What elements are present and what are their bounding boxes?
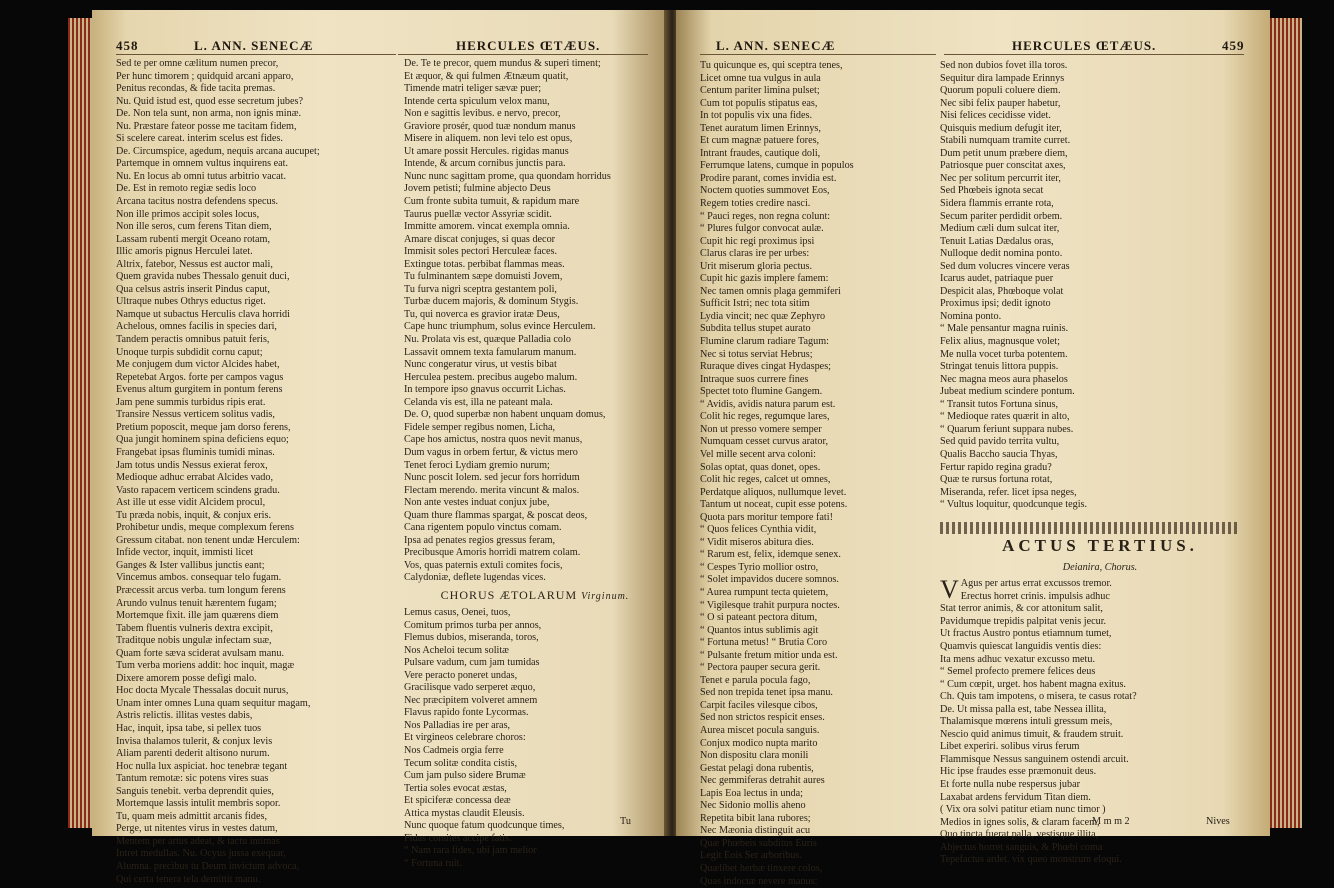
verse-line: Colit hic reges, regumque lares, — [700, 411, 830, 423]
verse-line: Despicit alas, Phœboque volat — [940, 285, 1064, 297]
verse-line: Præcessit arcus verba. tum longum ferens — [116, 584, 286, 596]
verse-line: Penitus recondas, & fide tacita premas. — [116, 83, 276, 95]
verse-line: Vasto rapacem verticem scindens gradu. — [116, 484, 280, 496]
verse-line: Timende matri teliger sævæ puer; — [404, 83, 542, 95]
verse-line: Intret medullas. Nu. Ocyus jussa exequar, — [116, 848, 286, 860]
verse-line: Amare discat conjuges, si quas decor — [404, 233, 556, 245]
verse-line: Nunc nunc sagittam prome, qua quondam horridus — [404, 170, 611, 182]
verse-line: Prodire parant, comes invidia est. — [700, 172, 837, 184]
left-header-title: HERCULES ŒTÆUS. — [456, 38, 601, 53]
verse-line: Sed dum volucres vincere veras — [940, 260, 1070, 272]
verse-line: Quas indoctæ nevere manus: — [700, 875, 818, 887]
verse-line: Pavidumque trepidis palpitat venis jecur. — [940, 615, 1107, 627]
verse-line: Unoque turpis subdidit cornu caput; — [116, 346, 263, 358]
verse-line: Sed non strictos respicit enses. — [700, 712, 825, 724]
verse-line: Stabili numquam tramite curret. — [940, 135, 1071, 147]
verse-line: Invisa thalamos tulerit, & conjux levis — [116, 735, 273, 747]
verse-line: Nomina ponto. — [940, 310, 1002, 322]
verse-line: Nec tamen omnis plaga gemmiferi — [700, 285, 841, 297]
verse-line: Sufficit Istri; nec tota sitim — [700, 298, 810, 310]
verse-line: Nunc quoque fatum quodcunque times, — [404, 820, 565, 832]
verse-line: Tenet auratum limen Erinnys, — [700, 122, 821, 134]
verse-line: Namque ut subactus Herculis clava horridi — [116, 308, 290, 320]
verse-line: Ferrumque latens, cumque in populos — [700, 160, 854, 172]
verse-line: Tabem fluentis vulneris dextra excipit, — [116, 622, 273, 634]
verse-line: Quo tincta fuerat palla, vestisque illita, — [940, 829, 1099, 841]
verse-line: Nec gemmiferas detrahit aures — [700, 775, 825, 787]
verse-line: “ Fortuna ruit. — [404, 857, 463, 869]
chorus-heading — [404, 589, 666, 603]
verse-line: Et spiciferæ concessa deæ — [404, 795, 511, 807]
verse-line: Nec si totus serviat Hebrus; — [700, 348, 813, 360]
verse-line: Me nulla vocet turba potentem. — [940, 348, 1068, 360]
verse-line: Mentem per artus adeat, & tactu intimas — [116, 835, 280, 847]
verse-line: “ Fortuna metus! “ Brutia Coro — [700, 637, 828, 649]
verse-line: Aurea miscet pocula sanguis. — [700, 724, 820, 736]
verse-line: Immitte amorem. vincat exempla omnia. — [404, 221, 570, 233]
verse-line: In tempore ipso gnavus occurrit Lichas. — [404, 384, 566, 396]
ornament-band — [940, 522, 1240, 535]
verse-line: Fidas comites accipe fatis. — [404, 832, 512, 844]
verse-line: Graviore prosér, quod tuæ nondum manus — [404, 120, 576, 132]
verse-line: Lapis Eoa lectus in unda; — [700, 787, 803, 799]
verse-line: Ch. Quis tam impotens, o misera, te casus rotat? — [940, 691, 1137, 703]
verse-line: Tum verba moriens addit: hoc inquit, magæ — [116, 660, 295, 672]
verse-line: Jam totus undis Nessus exierat ferox, — [116, 459, 268, 471]
verse-line: Tu, qui noverca es gravior iratæ Deus, — [404, 308, 560, 320]
verse-line: Ruraque dives cingat Hydaspes; — [700, 361, 831, 373]
verse-line: Cana rigentem populo vinctus comam. — [404, 522, 562, 534]
verse-line: Libet experiri. solibus virus ferum — [940, 741, 1080, 753]
verse-line: Misere in aliquem. non levi telo est opus, — [404, 133, 573, 145]
signature-mark: M m m 2 — [1092, 816, 1130, 827]
verse-line: Miseranda, refer. licet ipsa neges, — [940, 486, 1077, 498]
verse-line: Lassam rubenti mergit Oceano rotam, — [116, 233, 270, 245]
left-header-author: L. ANN. SENECÆ — [194, 38, 314, 53]
verse-line: Repetita bibit lana rubores; — [700, 812, 811, 824]
left-page — [92, 10, 670, 885]
verse-line: Herculea pestem. precibus augebo malum. — [404, 371, 578, 383]
verse-line: Nu. Quid istud est, quod esse secretum jubes? — [116, 95, 304, 107]
verse-line: Tandem peractis omnibus patuit feris, — [116, 334, 270, 346]
verse-line: Nec per solitum percurrit iter, — [940, 172, 1061, 184]
verse-line: Urit miserum gloria pectus. — [700, 260, 813, 272]
verse-line: Conjux modico nupta marito — [700, 737, 818, 749]
verse-line: Quam forte sæva sciderat avulsam manu. — [116, 647, 285, 659]
verse-line: Nec Mæonia distinguit acu — [700, 825, 811, 837]
verse-line: Gressum citabat. non tenent undæ Herculem: — [116, 534, 300, 546]
verse-line: Altrix, fatebor, Nessus est auctor mali, — [116, 258, 273, 270]
verse-line: Quamvis quiescat languidis ventis dies: — [940, 640, 1102, 652]
verse-line: Medios in ignes solis, & claram facem, — [940, 816, 1100, 828]
verse-line: Calydoniæ, deflete lugendas vices. — [404, 572, 546, 584]
verse-line: Solas optat, quas donet, opes. — [700, 461, 821, 473]
verse-line: Frangebat ipsas fluminis tumidi minas. — [116, 446, 275, 458]
verse-line: “ Semel profecto premere felices deus — [940, 666, 1096, 678]
verse-line: Tenet feroci Lydiam gremio nurum; — [404, 459, 550, 471]
verse-line: Clarus claras ire per urbes: — [700, 248, 810, 260]
verse-line: Tu quicunque es, qui sceptra tenes, — [700, 60, 843, 71]
verse-line: Me conjugem dum victor Alcides habet, — [116, 359, 280, 371]
verse-line: Vere peracto poneret undas, — [404, 669, 518, 681]
verse-line: De. Te te precor, quem mundus & superi timent; — [404, 58, 601, 69]
verse-line: Quælibet herbæ tinxere colos, — [700, 863, 823, 874]
verse-line: “ Plures fulgor convocat aulæ. — [700, 223, 824, 235]
chorus-subtitle: Virginum. — [581, 590, 630, 602]
verse-line: Tu, quam meis admittit arcanis fides, — [116, 810, 268, 822]
verse-line: Intrant fraudes, cautique doli, — [700, 147, 821, 159]
verse-line: Vincemus ambos. consequar telo fugam. — [116, 572, 282, 584]
verse-line: Pretium poposcit, meque jam dorso ferens, — [116, 421, 291, 433]
chorus-verses — [404, 607, 666, 870]
verse-line: Nos Acheloi tecum solitæ — [404, 644, 509, 656]
verse-line: Turbæ ducem majoris, & dominum Stygis. — [404, 296, 579, 308]
verse-line: Ganges & Ister vallibus junctis eant; — [116, 559, 265, 571]
verse-line: Cum tot populis stipatus eas, — [700, 97, 818, 109]
verse-line: Flammisque Nessus sanguinem ostendi arcuit. — [940, 753, 1129, 765]
verse-line: Non ille primos accipit soles locus, — [116, 208, 260, 220]
verse-line: “ Nam rara fides, ubi jam melior — [404, 845, 537, 857]
verse-line: Dum petit unum præbere diem, — [940, 147, 1068, 159]
verse-line: “ Transit tutos Fortuna sinus, — [940, 398, 1059, 410]
verse-line: “ Vidit miseros abitura dies. — [700, 536, 814, 548]
verse-line: Illic amoris pignus Herculei latet. — [116, 246, 253, 258]
verse-line: Alumna. precibus tu Deum invictum advoca, — [116, 861, 300, 872]
right-catchword: Nives — [1206, 816, 1230, 827]
verse-line: Tu fulminantem sæpe domuisti Jovem, — [404, 271, 563, 283]
verse-line: Sed quid pavido territa vultu, — [940, 436, 1060, 448]
verse-line: Non ille seros, cum ferens Titan diem, — [116, 221, 272, 233]
verse-line: De. Circumspice, agedum, nequis arcana aucupet; — [116, 145, 320, 157]
verse-line: Nunc poscit Iolem. sed jecur fors horridum — [404, 472, 580, 484]
verse-line: Flemus dubios, miseranda, toros, — [404, 632, 539, 644]
verse-line: Astris relictis. illitas vestes dabis, — [116, 710, 253, 722]
verse-line: Immisit soles pectori Herculeæ faces. — [404, 246, 558, 258]
verse-line: In tot populis vix una fides. — [700, 110, 813, 122]
verse-line: “ Quantos intus sublimis agit — [700, 624, 819, 636]
verse-line: Flavus rapido fonte Lycormas. — [404, 707, 529, 719]
right-header-rule-1 — [700, 54, 936, 55]
verse-line: Gestat pelagi dona rubentis, — [700, 762, 814, 774]
verse-line: Mortemque lassis intulit membris sopor. — [116, 798, 281, 810]
right-header-rule-2 — [944, 54, 1244, 55]
verse-line: Ipsa ad penates regios gressus feram, — [404, 534, 556, 546]
verse-line: Quæ Phœbeis subditus Euris — [700, 837, 817, 849]
verse-line: Evenus altum gurgitem in pontum ferens — [116, 384, 283, 396]
right-page-edges — [1268, 18, 1302, 828]
verse-line: Nos Cadmeis orgia ferre — [404, 744, 504, 756]
verse-line: Comitum primos turba per annos, — [404, 619, 542, 631]
verse-line: Cupit hic regi proximus ipsi — [700, 235, 815, 247]
verse-line: Qua jungit hominem spina deficiens equo; — [116, 434, 289, 446]
verse-line: Icarus audet, patriaque puer — [940, 273, 1054, 285]
act-title: ACTUS TERTIUS. — [1002, 536, 1198, 556]
verse-line: Laxabat ardens fervidum Titan diem. — [940, 791, 1091, 803]
verse-line: Hoc nulla lux aspiciat. hoc tenebræ tegant — [116, 760, 288, 772]
drop-cap: V — [940, 575, 959, 605]
verse-line: Fidele semper regibus nomen, Licha, — [404, 421, 556, 433]
verse-line: Precibusque Amoris horridi matrem colam. — [404, 547, 581, 559]
verse-line: Tepefactus ardet. vix queo monstrum eloqui. — [940, 854, 1122, 866]
verse-line: Attica mystas claudit Eleusis. — [404, 807, 525, 819]
verse-line: Nu. Præstare fateor posse me tacitam fidem, — [116, 120, 297, 132]
verse-line: Arundo vulnus tenuit hærentem fugam; — [116, 597, 277, 609]
verse-line: De. Est in remoto regiæ sedis loco — [116, 183, 257, 195]
verse-line: Numquam cesset curvus arator, — [700, 436, 829, 448]
verse-line: Celanda vis est, illa ne pateant mala. — [404, 396, 553, 408]
verse-line: “ Aurea rumpunt tecta quietem, — [700, 586, 829, 598]
verse-line: Ast ille ut esse vidit Alcidem procul, — [116, 497, 266, 509]
verse-line: Tertia soles evocat æstas, — [404, 782, 507, 794]
verse-line: Et æquor, & qui fulmen Ætnæum quatit, — [404, 70, 569, 82]
verse-line: Quota pars moritur tempore fati! — [700, 511, 833, 523]
verse-line: Sed non trepida tenet ipsa manu. — [700, 687, 833, 699]
verse-line: Jam pene summis turbidus ripis erat. — [116, 396, 266, 408]
verse-line: Colit hic reges, calcet ut omnes, — [700, 474, 831, 486]
left-catchword: Tu — [620, 816, 631, 827]
verse-line: Lassavit omnem texta famularum manum. — [404, 346, 577, 358]
verse-line: Traditque nobis ungulæ infectam suæ, — [116, 635, 272, 647]
left-page-edges — [68, 18, 94, 828]
verse-line: Cupit hic gazis implere famem: — [700, 273, 829, 285]
verse-line: De. Ut missa palla est, tabe Nessea illita, — [940, 703, 1107, 715]
verse-line: Nescio quid animus timuit, & fraudem struit. — [940, 728, 1124, 740]
verse-line: Qualis Baccho saucia Thyas, — [940, 448, 1058, 460]
verse-line: “ Solet impavidos ducere somnos. — [700, 574, 839, 586]
verse-line: Noctem quoties summovet Eos, — [700, 185, 830, 197]
verse-line: Lydia vincit; nec quæ Zephyro — [700, 310, 826, 322]
right-column-1 — [700, 60, 936, 887]
verse-line: Aliam parenti dederit altisono nurum. — [116, 748, 270, 760]
verse-line: Felix alius, magnusque volet; — [940, 336, 1060, 348]
verse-line: De. O, quod superbæ non habent unquam domus, — [404, 409, 606, 421]
verse-line: Sidera flammis errante rota, — [940, 198, 1054, 210]
verse-line: Intende certa spiculum velox manu, — [404, 95, 550, 107]
verse-line: Intende, & arcum cornibus junctis para. — [404, 158, 566, 170]
verse-line: Quorum populi coluere diem. — [940, 85, 1061, 97]
left-column-1 — [116, 58, 396, 885]
verse-line: Fertur rapido regina gradu? — [940, 461, 1052, 473]
verse-line: Carpit faciles vilesque cibos, — [700, 699, 818, 711]
verse-line: Transire Nessus verticem solitus vadis, — [116, 409, 275, 421]
verse-line: “ Quos felices Cynthia vidit, — [700, 524, 817, 536]
verse-line: Et forte nulla nube respersus jubar — [940, 778, 1081, 790]
left-header-rule-2 — [398, 54, 648, 55]
verse-line: Per hunc timorem ; quidquid arcani apparo, — [116, 70, 294, 82]
verse-line: Tantum ut noceat, cupit esse potens. — [700, 499, 848, 511]
verse-line: Nisi felices cecidisse videt. — [940, 110, 1051, 122]
verse-line: Agus per artus errat excussos tremor. — [960, 578, 1112, 590]
verse-line: Nulloque dedit nomina ponto. — [940, 248, 1063, 260]
verse-line: Nec magna meos aura phaselos — [940, 373, 1068, 385]
verse-line: Medium cæli dum sulcat iter, — [940, 223, 1060, 235]
verse-line: “ Male pensantur magna ruinis. — [940, 323, 1069, 335]
verse-line: Hoc docta Mycale Thessalas docuit nurus, — [116, 685, 289, 697]
verse-line: Qua celsus astris inserit Pindus caput, — [116, 283, 270, 295]
verse-line: Nu. En locus ab omni tutus arbitrio vacat. — [116, 170, 287, 182]
right-page-number: 459 — [1222, 38, 1245, 53]
verse-line: Medioque adhuc errabat Alcides vado, — [116, 472, 274, 484]
verse-line: Legit Eois Ser arboribus. — [700, 850, 802, 862]
verse-line: Sed te per omne cælitum numen precor, — [116, 58, 279, 69]
verse-line: Thalamisque mœrens intuli gressum meis, — [940, 716, 1113, 728]
verse-line: Vos, quas paternis extuli comites focis, — [404, 559, 563, 571]
verse-line: Spectet toto flumine Gangem. — [700, 386, 823, 398]
verse-line: Proximus ipsi; dedit ignoto — [940, 298, 1051, 310]
verse-line: Jubeat medium scindere pontum. — [940, 386, 1075, 398]
verse-line: Tenet e parula pocula fago, — [700, 674, 811, 686]
verse-line: Non dispositu clara monili — [700, 750, 809, 762]
verse-line: Infide vector, inquit, immisti licet — [116, 547, 254, 559]
verse-line: Intraque suos currere fines — [700, 373, 809, 385]
verse-line: “ Cum cœpit, urget. hos habent magna exitus. — [940, 678, 1126, 690]
verse-line: Extingue totas. perbibat flammas meas. — [404, 258, 565, 270]
left-header-rule-1 — [116, 54, 396, 55]
right-header-title: HERCULES ŒTÆUS. — [1012, 38, 1157, 53]
verse-line: Et virgineos celebrare choros: — [404, 732, 526, 744]
left-column-2-verses — [404, 58, 666, 585]
verse-line: Non e sagittis levibus. e nervo, precor, — [404, 108, 561, 120]
verse-line: Qui certa tenera tela demittit manu. — [116, 873, 261, 885]
verse-line: Nec sibi felix pauper habetur, — [940, 97, 1061, 109]
verse-line: “ Cespes Tyrio mollior ostro, — [700, 561, 819, 573]
verse-line: Secum pariter perdidit orbem. — [940, 210, 1063, 222]
chorus-title: CHORUS ÆTOLARUM — [440, 587, 578, 602]
verse-line: Gracilisque vado serperet æquo, — [404, 682, 536, 694]
verse-line: Abjectus horret sanguis, & Phœbi coma — [940, 841, 1103, 853]
verse-line: “ Pectora pauper secura gerit. — [700, 662, 821, 674]
verse-line: Perge, ut nitentes virus in vestes datum, — [116, 823, 278, 835]
verse-line: Tantum remotæ: sic potens vires suas — [116, 773, 269, 785]
verse-line: Lemus casus, Oenei, tuos, — [404, 606, 511, 618]
right-page — [676, 10, 1270, 887]
verse-line: Tecum solitæ condita cistis, — [404, 757, 518, 769]
verse-line: Ita mens adhuc vexatur excusso metu. — [940, 653, 1096, 665]
verse-line: Nec præcipitem volveret amnem — [404, 694, 538, 706]
verse-line: Cum jam pulso sidere Brumæ — [404, 770, 526, 782]
verse-line: “ Rarum est, felix, idemque senex. — [700, 549, 841, 561]
verse-line: Hac, inquit, ipsa tabe, si pellex tuos — [116, 722, 262, 734]
verse-line: Et cum magnæ patuere fores, — [700, 135, 820, 147]
verse-line: Si scelere careat. interim scelus est fides. — [116, 133, 283, 145]
verse-line: Dum vagus in orbem fertur, & victus mero — [404, 446, 578, 458]
verse-line: “ Pulsante fretum mitior unda est. — [700, 649, 838, 661]
verse-line: Centum pariter limina pulset; — [700, 85, 820, 97]
verse-line: “ O si pateant pectora ditum, — [700, 612, 818, 624]
verse-line: Cape hos amictus, nostra quos nevit manus, — [404, 434, 583, 446]
verse-line: Erectus horret crinis. impulsis adhuc — [960, 590, 1110, 602]
verse-line: Non ut presso vomere semper — [700, 423, 822, 435]
verse-line: Jovem petisti; fulmine abjecto Deus — [404, 183, 551, 195]
verse-line: Cum fronte subita tumuit, & rapidum mare — [404, 196, 580, 208]
verse-line: Tu præda nobis, inquit, & conjux eris. — [116, 509, 271, 521]
verse-line: Cape hunc triumphum, solus evince Herculem. — [404, 321, 596, 333]
verse-line: “ Vultus loquitur, quodcunque tegis. — [940, 499, 1088, 511]
verse-line: Perdatque aliquos, nullumque levet. — [700, 486, 847, 498]
verse-line: ( Vix ora solvi patitur etiam nunc timor ) — [940, 804, 1106, 816]
right-column-2-verses — [940, 60, 1260, 512]
verse-line: Nunc congeratur virus, ut vestis bibat — [404, 359, 557, 371]
verse-line: Quisquis medium defugit iter, — [940, 122, 1062, 134]
left-page-number: 458 — [116, 38, 139, 53]
verse-line: Ut amare possit Hercules. rigidas manus — [404, 145, 569, 157]
right-header-author: L. ANN. SENECÆ — [716, 38, 836, 53]
verse-line: Pulsare vadum, cum jam tumidas — [404, 657, 540, 669]
verse-line: “ Pauci reges, non regna colunt: — [700, 210, 831, 222]
verse-line: Patriosque puer conscitat axes, — [940, 160, 1066, 172]
verse-line: Vel mille secent arva coloni: — [700, 448, 816, 460]
verse-line: Sed Phœbeis ignota secat — [940, 185, 1044, 197]
verse-line: Stat terror animis, & cor attonitum salit, — [940, 603, 1103, 615]
verse-line: Ultraque nubes Othrys eductus riget. — [116, 296, 266, 308]
verse-line: Quam thure flammas spargat, & poscat deos, — [404, 509, 588, 521]
verse-line: Regem toties credire nasci. — [700, 198, 811, 210]
verse-line: Unam inter omnes Luna quam sequitur magam, — [116, 697, 311, 709]
verse-line: Subdita tellus stupet aurato — [700, 323, 811, 335]
verse-line: Sed non dubios fovet illa toros. — [940, 60, 1068, 71]
verse-line: Prohibetur undis, meque complexum ferens — [116, 522, 294, 534]
verse-line: “ Vigilesque trahit purpura noctes. — [700, 599, 840, 611]
verse-line: Arcana tacitus nostra defendens specus. — [116, 196, 279, 208]
verse-line: “ Medioque rates quærit in alto, — [940, 411, 1070, 423]
verse-line: Quem gravida nubes Thessalo genuit duci, — [116, 271, 290, 283]
act-subtitle: Deianira, Chorus. — [1062, 562, 1138, 574]
verse-line: Tu furva nigri sceptra gestantem poli, — [404, 283, 557, 295]
verse-line: “ Quarum feriunt suppara nubes. — [940, 423, 1074, 435]
left-column-2 — [404, 58, 666, 869]
verse-line: Achelous, omnes facilis in species dari, — [116, 321, 277, 333]
right-column-2 — [940, 60, 1260, 866]
verse-line: Tenuit Latias Dædalus oras, — [940, 235, 1054, 247]
verse-line: Ut fractus Austro pontus etiamnum tumet, — [940, 628, 1112, 640]
verse-line: Nu. Prolata vis est, quæque Palladia colo — [404, 334, 571, 346]
verse-line: Stringat tenuis littora puppis. — [940, 361, 1059, 373]
verse-line: Mortemque fixit. ille jam quærens diem — [116, 610, 279, 622]
verse-line: Flectam merendo. merita vincunt & malos. — [404, 484, 580, 496]
verse-line: “ Avidis, avidis natura parum est. — [700, 398, 836, 410]
verse-line: Quæ te rursus fortuna rotat, — [940, 474, 1053, 486]
verse-line: Flumine clarum radiare Tagum: — [700, 336, 829, 348]
verse-line: Dixere amorem posse defigi malo. — [116, 672, 257, 684]
verse-line: Partemque in omnem vultus inquirens eat. — [116, 158, 289, 170]
verse-line: Non ante vestes induat conjux jube, — [404, 497, 550, 509]
verse-line: Nos Palladias ire per aras, — [404, 719, 511, 731]
verse-line: Repetebat Argos. forte per campos vagus — [116, 371, 284, 383]
verse-line: Taurus puellæ vector Assyriæ scidit. — [404, 208, 552, 220]
verse-line: Nec Sidonio mollis aheno — [700, 800, 806, 812]
verse-line: Sequitur dira lampade Erinnys — [940, 72, 1065, 84]
verse-line: De. Non tela sunt, non arma, non ignis minæ. — [116, 108, 302, 120]
verse-line: Licet omne tua vulgus in aula — [700, 72, 821, 84]
verse-line: Hic ipse fraudes esse præmonuit deus. — [940, 766, 1097, 778]
verse-line: Sanguis tenebit. verba deprendit quies, — [116, 785, 274, 797]
